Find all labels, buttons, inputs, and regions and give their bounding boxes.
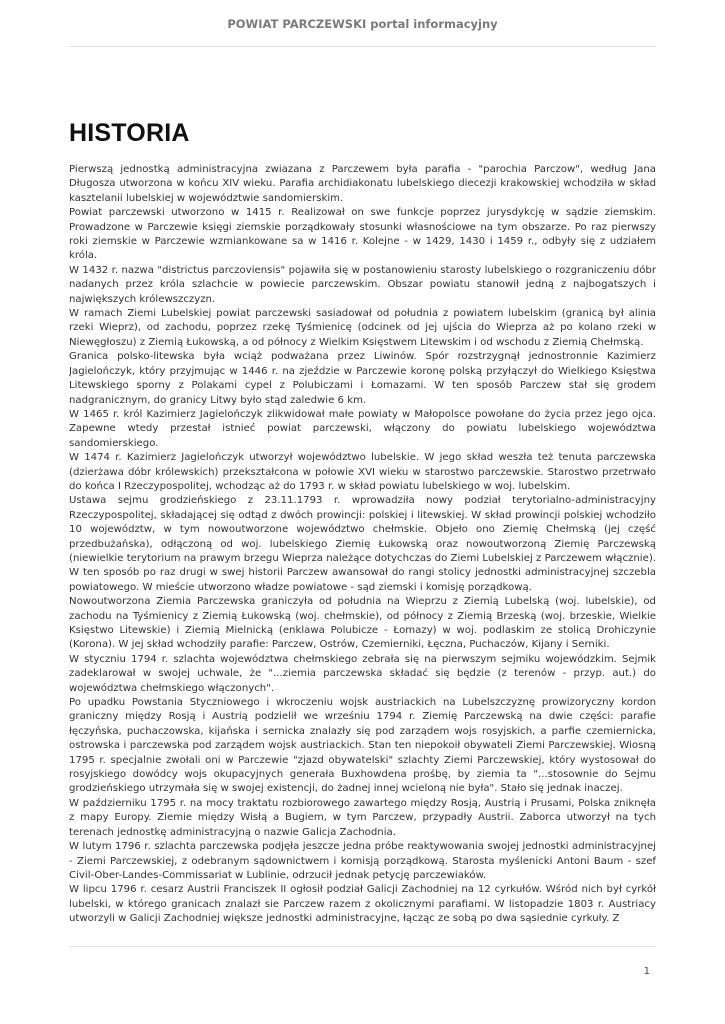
paragraph: Pierwszą jednostką administracyjna zwiazana z Parczewem była parafia - "parochia Parczow", według Jana Długosza utworzona w końcu XIV wieku. Parafia archidiakonatu lubelskiego diecezji krakowskiej wchodziła w skład kasztelanii lubelskiej w województwie sandomierskim. <box>69 164 656 204</box>
paragraph: W ramach Ziemi Lubelskiej powiat parczewski sasiadował od południa z powiatem lubelskim (granicą był alinia rzeki Wieprz), od zachodu, poprzez rzekę Tyśmienicę (odcinek od jej ujścia do Wieprza aż po kolano rzeki w Niewęgłoszu) z Ziemią Łukowską, a od północy z Wielkim Księstwem Litewskim i od wschodu z Ziemią Chełmską. <box>69 308 656 348</box>
paragraph: W styczniu 1794 r. szlachta województwa chełmskiego zebrała się na pierwszym sejmiku wojewódzkim. Sejmik zadeklarował w swojej uchwale, że "...ziemia parczewska składać się będzie (z terenów - przyp. aut.) do województwa chełmskiego włączonych". <box>69 653 656 694</box>
paragraph: Powiat parczewski utworzono w 1415 r. Realizował on swe funkcje poprzez jurysdykcję w sądzie ziemskim. Prowadzone w Parczewie księgi ziemskie porządkowały stosunki własnościowe na tym obszarze. Po raz pierwszy roki ziemskie w Parczewie wzmiankowane sa w 1416 r. Kolejne - w 1429, 1430 i 1459 r., odbyły się z udziałem króla. <box>69 207 656 262</box>
paragraph: W lipcu 1796 r. cesarz Austrii Franciszek II ogłosił podział Galicji Zachodniej na 12 cyrkułów. Wśród nich był cyrkół lubelski, w którego granicach znalazł sie Parczew razem z okolicznymi parafiami. W listopadzie 1803 r. Austriacy utworzyli w Galicji Zachodniej większe jednostki administracyjne, łącząc ze sobą po dwa sąsiednie cyrkuły. Z <box>69 884 656 925</box>
paragraph: W 1474 r. Kazimierz Jagielończyk utworzył województwo lubelskie. W jego skład weszła też tenuta parczewska (dzierżawa dóbr królewskich) przekształcona w połowie XVI wieku w starostwo parczewskie. Starostwo przetrwało do końca I Rzeczypospolitej, wchodząc aż do 1793 r. w skład powiatu lubelskiego w woj. lubelskim. <box>69 452 656 492</box>
page-title: HISTORIA <box>69 119 190 147</box>
paragraph: Granica polsko-litewska była wciąż podważana przez Liwinów. Spór rozstrzygnął jednostronnie Kazimierz Jagielończyk, który przyjmując w 1446 r. na zjeździe w Parczewie koronę polską przyłączył do Wielkiego Księstwa Litewskiego sporny z Polakami cypel z Polubiczami i Łomazami. W ten sposób Parczew stał się grodem nadgranicznym, do granicy Litwy było stąd zaledwie 6 km. <box>69 351 656 406</box>
footer-divider <box>69 946 656 947</box>
page-number: 1 <box>643 966 650 977</box>
article-clip <box>69 163 656 933</box>
article-body <box>69 163 656 927</box>
paragraph: Nowoutworzona Ziemia Parczewska graniczyła od południa na Wieprzu z Ziemią Lubelską (woj. lubelskie), od zachodu na Tyśmienicy z Ziemią Łukowską (woj. chełmskie), od północy z Ziemią Brzeską (woj. brzeskie, Wielkie Księstwo Litewskie) i Ziemią Mielnicką (enklawa Polubicze - Łomazy) w woj. podlaskim ze stolicą Drohiczynie (Korona). W jej skład wchodziły parafie: Parczew, Ostrów, Czemierniki, Łęczna, Puchaczów, Kijany i Serniki. <box>69 596 656 651</box>
header-divider <box>69 46 656 47</box>
paragraph: W 1432 r. nazwa "districtus parczoviensis" pojawiła się w postanowieniu starosty lubelskiego o rozgraniczeniu dóbr nadanych przez króla szlachcie w powiecie parczewskim. Obszar powiatu stanowił jedną z najbogatszych i największych królewszczyzn. <box>69 264 656 305</box>
site-header-title: POWIAT PARCZEWSKI portal informacyjny <box>227 17 498 31</box>
paragraph: W 1465 r. król Kazimierz Jagielończyk zlikwidował małe powiaty w Małopolsce powołane do życia przez jego ojca. Zapewne wtedy przestał istnieć powiat parczewski, włączony do powiatu lubelskiego województwa sandomierskiego. <box>69 408 656 449</box>
paragraph: Ustawa sejmu grodzieńskiego z 23.11.1793 r. wprowadziła nowy podział terytorialno-administracyjny Rzeczypospolitej, składającej się odtąd z dwóch prowincji: polskiej i litewskiej. W skład prowincji polskiej wchodziło 10 województw, w tym nowoutworzone województwo chełmskie. Objeło ono Ziemię Chełmską (jej część przedbużańska), odłączoną od woj. lubelskiego Ziemię Łukowską oraz nowoutworzoną Ziemię Parczewską (niewielkie terytorium na prawym brzegu Wieprza należące dotychczas do Ziemi Lubelskiej z Parczewem włącznie). W ten sposób po raz drugi w swej historii Parczew awansował do rangi stolicy jednostki administracyjnej szczebla powiatowego. W mieście utworzono władze powiatowe - sąd ziemski i komisję porządkową. <box>69 495 656 593</box>
paragraph: Po upadku Powstania Styczniowego i wkroczeniu wojsk austriackich na Lubelszczyznę prowizoryczny kordon graniczny między Rosją i Austrią podzielił we wrześniu 1794 r. Ziemię Parczewską na dwie części: parafie łęczyńska, puchaczowska, kijańska i sernicka znalazły się pod zarządem wojs rosyjskich, a parfie czemiernicka, ostrowska i parczewska pod zarządem wojsk austriackich. Stan ten niepokoił obywateli Ziemi Parczewskiej. Wiosną 1795 r. specjalnie zwołali oni w Parczewie "zjazd obywatelski" szlachty Ziemi Parczewskiej, który wystosował do rosyjskiego dowódcy wojs okupacyjnych generała Buxhowdena prośbę, by ziemia ta "...stosownie do Sejmu grodzieńskiego utrzymała się w swojej existencji, do żadnej innej wcieloną nie była". Stało się jednak inaczej. <box>69 697 656 795</box>
paragraph: W październiku 1795 r. na mocy traktatu rozbiorowego zawartego między Rosją, Austrią i Prusami, Polska zniknęła z mapy Europy. Ziemie między Wisłą a Bugiem, w tym Parczew, przypadły Austrii. Zaborca utworzył na tych terenach jednostkę administracyjną o nazwie Galicja Zachodnia. <box>69 797 656 838</box>
paragraph: W lutym 1796 r. szlachta parczewska podjęła jeszcze jedna próbe reaktywowania swojej jednostki administracyjnej - Ziemi Parczewskiej, z odebranym sądownictwem i komisją porządkową. Starosta myślenicki Antoni Baum - szef Civil-Ober-Landes-Commissariat w Lublinie, odrzucił jednak petycję parczewiaków. <box>69 841 656 881</box>
